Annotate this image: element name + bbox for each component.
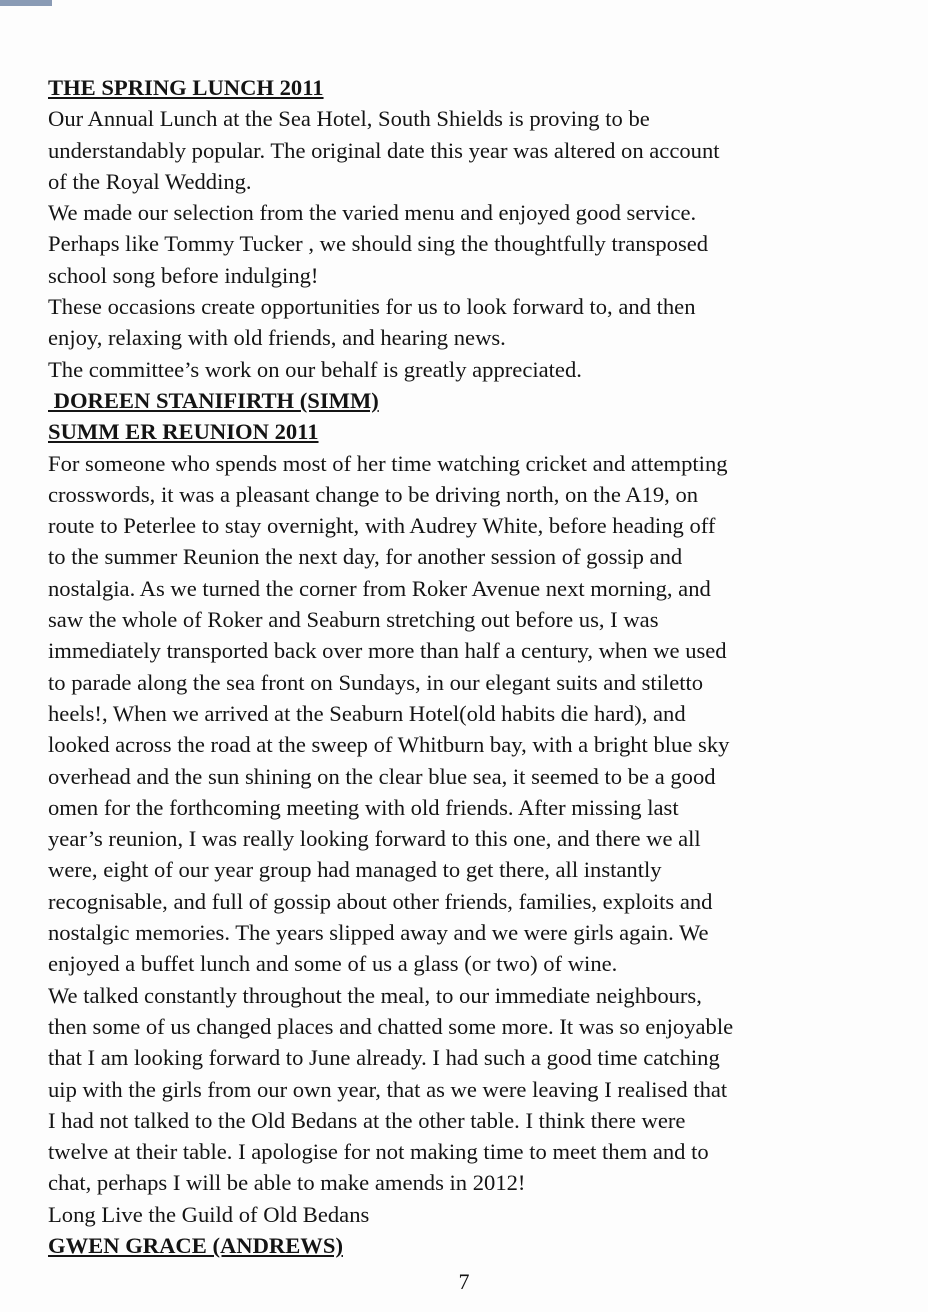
spring-lunch-line: We made our selection from the varied menu and enjoyed good service. <box>48 200 697 226</box>
summer-reunion-line: Long Live the Guild of Old Bedans <box>48 1201 370 1227</box>
spring-lunch-line: Perhaps like Tommy Tucker , we should sing the thoughtfully transposed <box>48 231 709 257</box>
summer-reunion-line: to the summer Reunion the next day, for another session of gossip and <box>48 544 683 570</box>
summer-reunion-line: saw the whole of Roker and Seaburn stretching out before us, I was <box>48 607 659 633</box>
summer-reunion-line: omen for the forthcoming meeting with old friends. After missing last <box>48 794 679 820</box>
summer-reunion-line: twelve at their table. I apologise for not making time to meet them and to <box>48 1139 709 1165</box>
spring-lunch-heading: THE SPRING LUNCH 2011 <box>48 75 324 100</box>
spring-lunch-line: Our Annual Lunch at the Sea Hotel, South Shields is proving to be <box>48 106 650 132</box>
summer-reunion-line: were, eight of our year group had managed to get there, all instantly <box>48 857 662 883</box>
spring-lunch-line: enjoy, relaxing with old friends, and hearing news. <box>48 325 506 351</box>
summer-reunion-line: chat, perhaps I will be able to make amends in 2012! <box>48 1170 526 1196</box>
summer-reunion-heading: SUMM ER REUNION 2011 <box>48 419 319 445</box>
spring-lunch-line: understandably popular. The original date this year was altered on account <box>48 137 720 163</box>
spring-lunch-line: These occasions create opportunities for us to look forward to, and then <box>48 294 696 320</box>
newsletter-body <box>48 72 898 1261</box>
summer-reunion-line: nostalgia. As we turned the corner from Roker Avenue next morning, and <box>48 575 711 601</box>
summer-reunion-line: recognisable, and full of gossip about other friends, families, exploits and <box>48 888 713 914</box>
summer-reunion-line: We talked constantly throughout the meal, to our immediate neighbours, <box>48 982 702 1008</box>
summer-reunion-line: to parade along the sea front on Sundays, in our elegant suits and stiletto <box>48 669 704 695</box>
summer-reunion-line: route to Peterlee to stay overnight, with Audrey White, before heading off <box>48 513 716 539</box>
summer-reunion-line: enjoyed a buffet lunch and some of us a glass (or two) of wine. <box>48 951 618 977</box>
page-number: 7 <box>458 1269 470 1294</box>
scan-edge-mark <box>0 0 52 6</box>
spring-lunch-line: The committee’s work on our behalf is greatly appreciated. <box>48 356 582 382</box>
summer-reunion-line: overhead and the sun shining on the clear blue sea, it seemed to be a good <box>48 763 716 789</box>
summer-reunion-line: then some of us changed places and chatted some more. It was so enjoyable <box>48 1013 734 1039</box>
summer-reunion-line: looked across the road at the sweep of Whitburn bay, with a bright blue sky <box>48 732 730 758</box>
summer-reunion-line: year’s reunion, I was really looking forward to this one, and there we all <box>48 826 701 852</box>
spring-lunch-line: of the Royal Wedding. <box>48 168 252 194</box>
summer-reunion-line: that I am looking forward to June already. I had such a good time catching <box>48 1045 720 1071</box>
spring-lunch-line: school song before indulging! <box>48 262 319 288</box>
summer-reunion-line: I had not talked to the Old Bedans at the other table. I think there were <box>48 1107 686 1133</box>
summer-reunion-line: crosswords, it was a pleasant change to be driving north, on the A19, on <box>48 481 699 507</box>
summer-reunion-line: heels!, When we arrived at the Seaburn Hotel(old habits die hard), and <box>48 700 686 726</box>
summer-reunion-line: uip with the girls from our own year, that as we were leaving I realised that <box>48 1076 728 1102</box>
summer-reunion-line: immediately transported back over more than half a century, when we used <box>48 638 727 664</box>
summer-reunion-author: GWEN GRACE (ANDREWS) <box>48 1232 343 1258</box>
spring-lunch-author: DOREEN STANIFIRTH (SIMM) <box>48 387 379 413</box>
summer-reunion-line: For someone who spends most of her time watching cricket and attempting <box>48 450 728 476</box>
summer-reunion-line: nostalgic memories. The years slipped away and we were girls again. We <box>48 920 709 946</box>
